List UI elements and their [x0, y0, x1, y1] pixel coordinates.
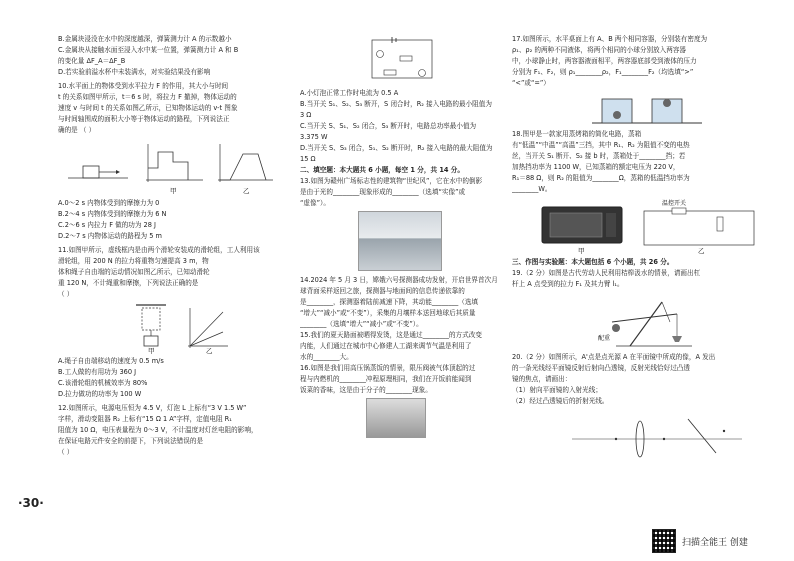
question-10	[58, 81, 286, 242]
question-16	[300, 363, 500, 438]
fig-caption-yi: 乙	[698, 247, 705, 255]
text-line: 球背面采样返回之旅，探测器与地面间的信息传递依靠的	[300, 287, 465, 295]
q17-figure	[512, 91, 770, 127]
thermostat-label: 温控开关	[662, 200, 687, 207]
page-number: ·30·	[18, 496, 44, 510]
question-11	[58, 245, 286, 400]
text-line: 12.如图所示，电源电压恒为 4.5 V，灯泡 L 上标有“3 V 1.5 W”	[58, 404, 247, 412]
pressure-cooker-photo	[366, 398, 426, 438]
option-d-cont: 15 Ω	[300, 155, 316, 163]
text-line: 程与内燃机的________冲程原理相同，我们在开饭前能闻到	[300, 375, 472, 383]
text-line: 饭菜的香味，这是由于分子的________现象。	[300, 386, 432, 394]
question-18	[512, 129, 770, 255]
q17-containers-diagram	[512, 91, 770, 127]
text-line: R₁＝88 Ω，则 R₂ 的阻值为________Ω，蒸箱的低温挡功率为	[512, 174, 690, 182]
q12-circuit-figure	[300, 36, 500, 86]
counterweight-label: 配重	[598, 335, 611, 342]
option-b: B.工人做的有用功为 360 J	[58, 368, 137, 376]
text-line: （1）射向平面镜的入射光线；	[512, 386, 602, 394]
option-a: A.0～2 s 内物体受到的摩擦力为 0	[58, 199, 160, 207]
text-line: 分别为 F₁、F₂，则 ρ₁________ρ₂，F₁________F₂（均选填“>”	[512, 68, 694, 76]
text-line: 杆上 A 点受到的拉力 F₁ 及其力臂 l₁。	[512, 280, 624, 288]
text-line: 确的是 （ ）	[58, 126, 96, 134]
text-line: 与时间轴围成的面积大小等于物体运动的路程，下列说法正	[58, 115, 230, 123]
q19-figure	[512, 292, 770, 350]
text-line: （ ）	[58, 448, 74, 456]
q12-circuit-diagram	[300, 36, 500, 86]
text-line: 是________，探测器着陆前减速下降，其动能________（选填	[300, 298, 479, 306]
section-heading: 三、作图与实验题：本大题包括 6 个小题，共 26 分。	[512, 258, 674, 266]
text-line: “<”或“=”）	[512, 79, 550, 87]
q20-figure	[512, 409, 770, 459]
q13-photo	[300, 211, 500, 273]
q18-figure	[512, 197, 770, 255]
text-line: B.金属块浸没在水中的深度越深，弹簧测力计 A 的示数越小	[58, 35, 232, 43]
text-line: 15.我们的夏天路面被晒得发烫，这是通过________的方式改变	[300, 331, 482, 339]
q10-diagram	[58, 138, 286, 196]
text-line: 有“低温”“中温”“高温”三挡，其中 R₁、R₂ 为阻值不变的电热	[512, 141, 690, 149]
option-d: D.拉力做功的功率为 100 W	[58, 390, 142, 398]
scanner-watermark	[652, 529, 748, 553]
text-line: 14.2024 年 5 月 3 日，嫦娥六号探测器成功发射，开启世界首次月	[300, 276, 498, 284]
text-line: 速度 v 与时间 t 的关系如图乙所示，已知物体运动的 v-t 图象	[58, 104, 238, 112]
option-b: B.2～4 s 内物体受到的摩擦力为 6 N	[58, 210, 167, 218]
text-line: ________（选填“增大”“减小”或“不变”）。	[300, 320, 423, 328]
column-right	[512, 34, 770, 461]
option-c: C.2～6 s 内拉力 F 做的功为 28 J	[58, 221, 156, 229]
question-13	[300, 176, 500, 273]
text-line: “增大”“减小”或“不变”），采集的月壤样本送回地球后其质量	[300, 309, 476, 317]
text-line: 10.水平面上的物体受到水平拉力 F 的作用，其大小与时间	[58, 82, 229, 90]
q9-options-tail	[58, 34, 286, 78]
option-b-cont: 3 Ω	[300, 111, 312, 119]
q10-figure	[58, 138, 286, 196]
text-line: 19.（2 分）如图是古代劳动人民利用桔槔汲水的情景，请画出杠	[512, 269, 701, 277]
text-line: 体和绳子自由端的运动情况如图乙所示，已知动滑轮	[58, 268, 210, 276]
option-c: C.当开关 S、S₁、S₂ 闭合，S₃ 断开时，电路总功率最小值为	[300, 122, 477, 130]
text-line: 17.如图所示，水平桌面上有 A、B 两个相同容器，分别装有密度为	[512, 35, 708, 43]
option-c: C.该滑轮组的机械效率为 80%	[58, 379, 148, 387]
column-left	[58, 34, 286, 458]
text-line: 中，小球静止时，两容器液面相平，两容器底部受到液体的压力	[512, 57, 697, 65]
text-line: 字样，滑动变阻器 R₂ 上标有“15 Ω 1 A”字样，定值电阻 R₁	[58, 415, 232, 423]
question-12	[58, 403, 286, 458]
option-a: A.小灯泡正常工作时电流为 0.5 A	[300, 89, 399, 97]
text-line: 内能，人们通过在城市中心修建人工湖来调节气温是利用了	[300, 342, 472, 350]
text-line: 镜的焦点，请画出：	[512, 375, 572, 383]
text-line: ________W。	[512, 185, 552, 193]
text-line: 丝，当开关 S₁ 断开、S₂ 接 b 时，蒸箱处于________挡；若	[512, 152, 686, 160]
question-17	[512, 34, 770, 127]
option-d: D.2～7 s 内物体运动的路程为 5 m	[58, 232, 162, 240]
text-line: D.若实验前溢水杯中未装满水，对实验结果没有影响	[58, 68, 211, 76]
option-b: B.当开关 S₁、S₂、S₃ 断开，S 闭合时，R₂ 接入电路的最小阻值为	[300, 100, 492, 108]
section-heading: 二、填空题：本大题共 6 小题，每空 1 分，共 14 分。	[300, 166, 464, 174]
q16-photo	[300, 398, 500, 438]
text-line: t 的关系如图甲所示，t＝6 s 时，将拉力 F 撤掉，物体运动的	[58, 93, 237, 101]
text-line: 在保证电路元件安全的前提下，下列说法错误的是	[58, 437, 204, 445]
text-line: 重 120 N，不计绳重和摩擦，下列说法正确的是	[58, 279, 199, 287]
fig-caption-jia: 甲	[170, 187, 177, 195]
q19-lever-diagram	[512, 292, 770, 350]
text-line: 阻值为 10 Ω，电压表量程为 0～3 V，不计温度对灯丝电阻的影响，	[58, 426, 258, 434]
text-line: 13.如图为赣州广场标志性的建筑物“世纪风”，它在水中的倒影	[300, 177, 483, 185]
q20-optics-diagram	[512, 409, 770, 459]
text-line: 18.图甲是一款家用蒸烤箱的简化电路，蒸箱	[512, 130, 642, 138]
text-line: “虚像”）。	[300, 199, 330, 207]
column-middle	[300, 34, 500, 440]
question-14	[300, 275, 500, 330]
option-d: D.当开关 S、S₃ 闭合，S₁、S₂ 断开时，R₂ 接入电路的最大阻值为	[300, 144, 493, 152]
question-15	[300, 330, 500, 363]
text-line: 11.如图甲所示，虚线框内是由两个滑轮安装成的滑轮组，工人利用该	[58, 246, 260, 254]
q11-diagram	[58, 302, 286, 354]
text-line: 的变化量 ΔF_A＝ΔF_B	[58, 57, 126, 65]
text-line: C.金属块从接触水面至浸入水中某一位置，弹簧测力计 A 和 B	[58, 46, 239, 54]
option-a: A.绳子自由端移动的速度为 0.5 m/s	[58, 357, 164, 365]
text-line: 是由于光的________现象形成的________（选填“实像”或	[300, 188, 466, 196]
text-line: ρ₁、ρ₂ 的两种不同液体，将两个相同的小球分别放入两容器	[512, 46, 687, 54]
text-line: 水的________大。	[300, 353, 353, 361]
fig-caption-jia: 甲	[148, 347, 155, 354]
fig-caption-jia: 甲	[578, 247, 585, 255]
sculpture-photo	[358, 211, 442, 271]
text-line: （ ）	[58, 290, 74, 298]
question-19	[512, 268, 770, 350]
question-20	[512, 352, 770, 459]
text-line: 的一条光线经平面镜反射后射向凸透镜，反射光线恰好过凸透	[512, 364, 691, 372]
q11-figure	[58, 302, 286, 354]
text-line: 20.（2 分）如图所示，A'点是点光源 A 在平面镜中所成的像，A 发出	[512, 353, 716, 361]
qr-code-icon	[652, 529, 676, 553]
fig-caption-yi: 乙	[243, 187, 250, 195]
q18-oven-diagram	[512, 197, 770, 255]
text-line: 16.如图是我们用高压锅蒸饭的情景，限压阀被气体顶起的过	[300, 364, 476, 372]
option-c-cont: 3.375 W	[300, 133, 328, 141]
text-line: （2）经过凸透镜后的折射光线。	[512, 397, 609, 405]
text-line: 滑轮组，用 200 N 的拉力将重物匀速提高 3 m，物	[58, 257, 209, 265]
watermark-text: 扫描全能王 创建	[682, 537, 748, 548]
text-line: 加热挡功率为 1100 W，已知蒸箱的额定电压为 220 V，	[512, 163, 680, 171]
fig-caption-yi: 乙	[206, 347, 213, 354]
